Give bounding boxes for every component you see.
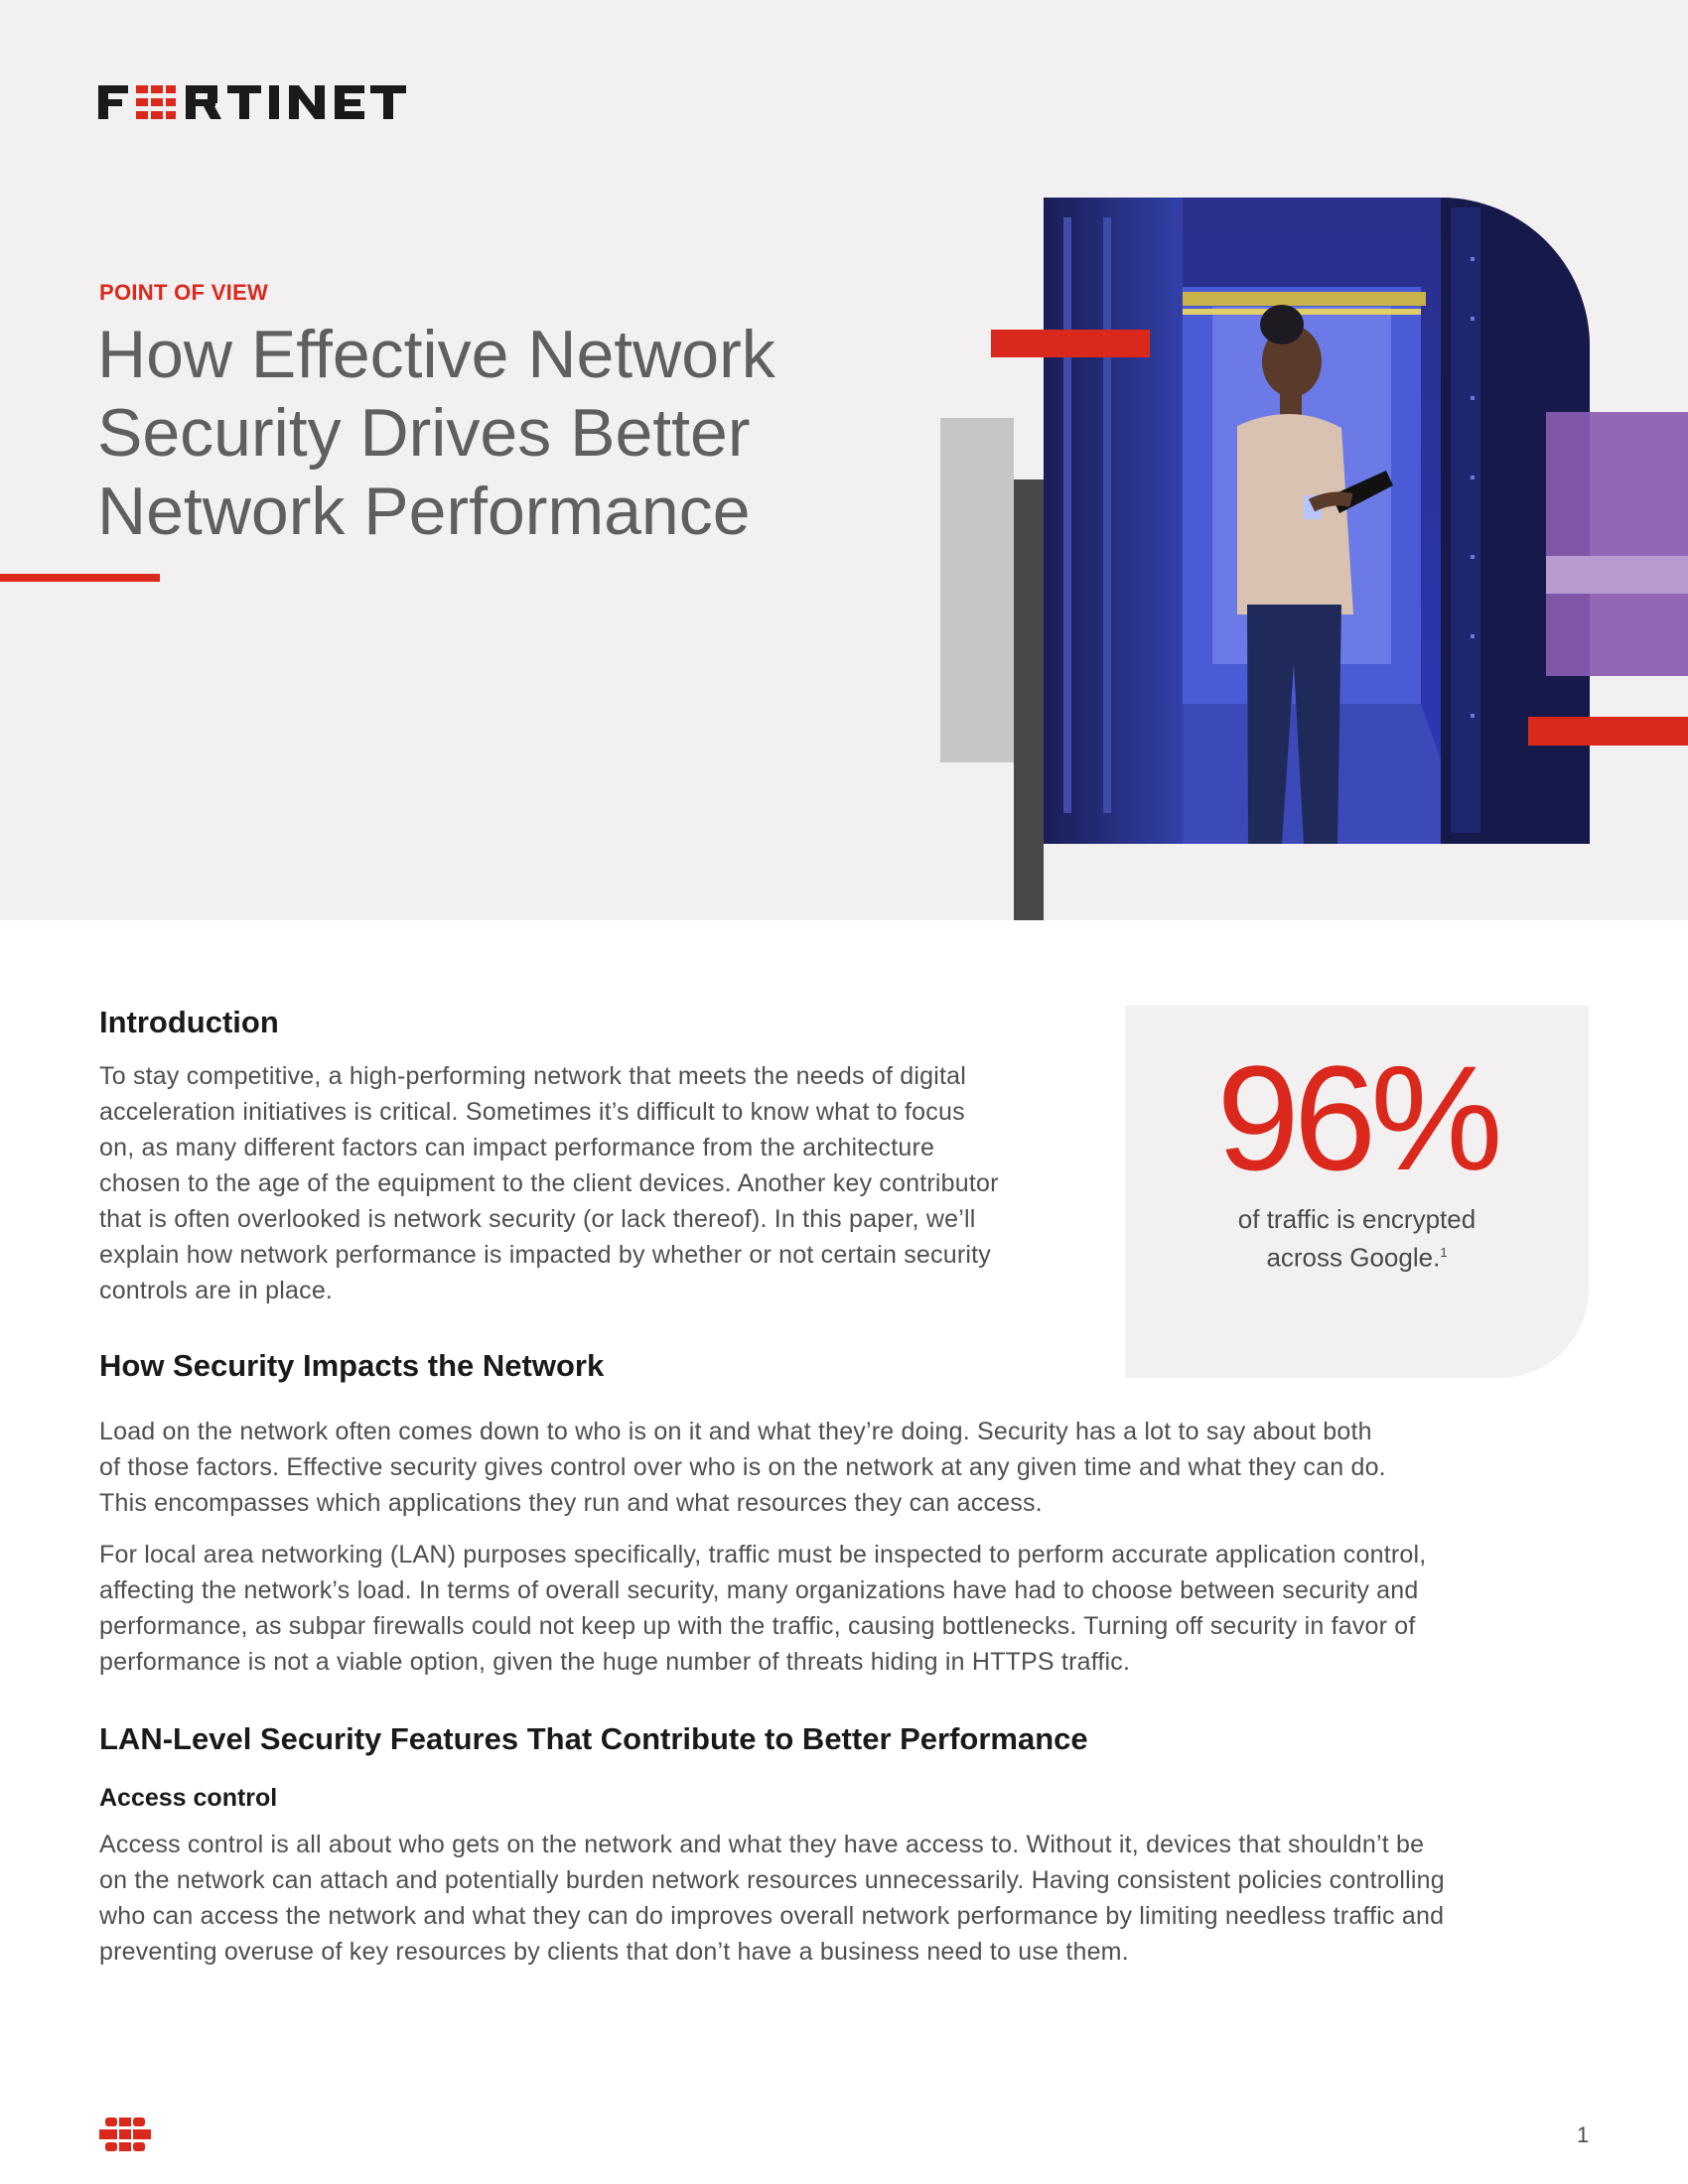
stat-caption-line: of traffic is encrypted — [1237, 1204, 1477, 1234]
title-accent-rule — [0, 574, 160, 582]
paragraph-line: who can access the network and what they can do improves overall network performance by limiting needless traffic and — [99, 1902, 1445, 1930]
paragraph-line: chosen to the age of the equipment to the client devices. Another key contributor — [99, 1169, 999, 1197]
subheading-access-control: Access control — [99, 1784, 278, 1812]
stat-callout — [1125, 1006, 1589, 1378]
title-line: How Effective Network — [97, 317, 775, 392]
paragraph-line: affecting the network’s load. In terms of overall security, many organizations have had to choose between security and — [99, 1576, 1419, 1604]
decor-purple-block — [1546, 412, 1688, 676]
section-heading-security-impacts: How Security Impacts the Network — [99, 1348, 605, 1383]
paragraph-line: on, as many different factors can impact performance from the architecture — [99, 1134, 935, 1161]
hero-banner — [0, 0, 1688, 920]
paragraph-line: performance, as subpar firewalls could not keep up with the traffic, causing bottlenecks. Turning off security in favor of — [99, 1612, 1416, 1640]
paragraph-line: To stay competitive, a high-performing network that meets the needs of digital — [99, 1062, 966, 1090]
paragraph-line: For local area networking (LAN) purposes specifically, traffic must be inspected to perform accurate application control, — [99, 1541, 1427, 1569]
paragraph-line: that is often overlooked is network security (or lack thereof). In this paper, we’ll — [99, 1205, 976, 1233]
title-line: Security Drives Better — [97, 395, 751, 471]
security-impacts-paragraph-2 — [99, 1537, 1426, 1680]
fortinet-mark-icon — [99, 2117, 151, 2151]
stat-caption-line: across Google. — [1266, 1242, 1441, 1273]
paragraph-line: of those factors. Effective security gives control over who is on the network at any given time and what they can do. — [99, 1453, 1386, 1481]
decor-gray-block — [940, 418, 1014, 762]
decor-red-bar-top — [991, 330, 1150, 357]
paragraph-line: This encompasses which applications they run and what resources they can access. — [99, 1489, 1043, 1517]
paragraph-line: acceleration initiatives is critical. Sometimes it’s difficult to know what to focus — [99, 1098, 965, 1126]
section-heading-lan-features: LAN-Level Security Features That Contribute to Better Performance — [99, 1721, 1088, 1756]
paragraph-line: explain how network performance is impacted by whether or not certain security — [99, 1241, 991, 1269]
page-number: 1 — [1577, 2122, 1590, 2147]
paragraph-line: Load on the network often comes down to who is on it and what they’re doing. Security has a lot to say about both — [99, 1418, 1372, 1445]
server-room-illustration — [1044, 198, 1590, 844]
fortinet-logo — [98, 79, 412, 125]
eyebrow-label: POINT OF VIEW — [99, 280, 269, 305]
paragraph-line: on the network can attach and potentially burden network resources unnecessarily. Having consistent policies controlling — [99, 1866, 1445, 1894]
decor-dark-bar — [1014, 479, 1044, 920]
stat-value: 96% — [1216, 1034, 1497, 1201]
title-line: Network Performance — [97, 474, 751, 549]
section-heading-introduction: Introduction — [99, 1005, 279, 1039]
paragraph-line: controls are in place. — [99, 1277, 334, 1304]
paragraph-line: preventing overuse of key resources by clients that don’t have a business need to use them. — [99, 1938, 1129, 1966]
paragraph-line: Access control is all about who gets on the network and what they have access to. Without it, devices that shouldn’t be — [99, 1831, 1425, 1858]
stat-caption — [1125, 1202, 1589, 1275]
decor-purple-stripe — [1546, 556, 1688, 594]
security-impacts-paragraph-1 — [99, 1414, 1386, 1521]
decor-red-bar-right — [1528, 717, 1688, 746]
introduction-paragraph — [99, 1058, 999, 1308]
hero-photo — [1044, 198, 1590, 844]
footnote-marker: 1 — [1440, 1245, 1448, 1260]
page-title — [97, 316, 872, 551]
access-control-paragraph — [99, 1827, 1445, 1970]
paragraph-line: performance is not a viable option, given the huge number of threats hiding in HTTPS traffic. — [99, 1648, 1131, 1676]
